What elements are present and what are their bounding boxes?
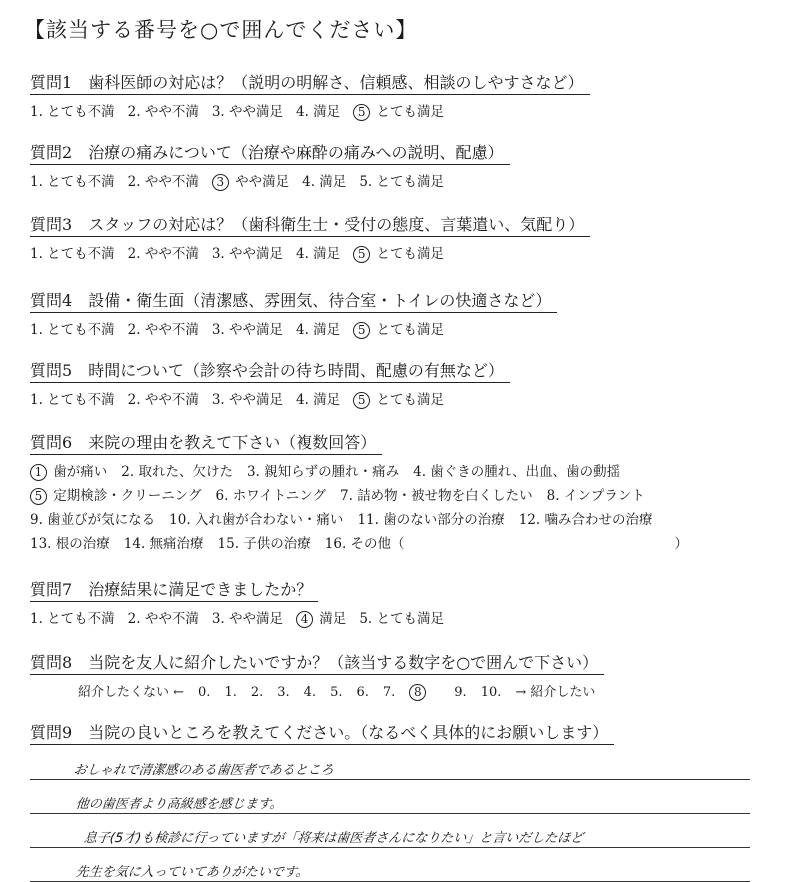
answer-option[interactable]: 1. とても不満 xyxy=(30,611,115,627)
reason-option[interactable]: 4. 歯ぐきの腫れ、出血、歯の動揺 xyxy=(413,464,621,480)
question-7 xyxy=(30,577,780,628)
answer-options xyxy=(30,170,780,191)
answer-option[interactable]: 3. やや満足 xyxy=(211,392,284,408)
answer-option[interactable]: 1. とても不満 xyxy=(30,246,115,262)
answer-option[interactable]: 5 とても満足 xyxy=(353,388,444,409)
circled-mark: 1 xyxy=(30,464,47,481)
question-text: 治療結果に満足できましたか？ xyxy=(88,580,313,599)
question-text: スタッフの対応は？（歯科衛生士・受付の態度、言葉遣い、気配り） xyxy=(88,215,585,234)
answer-option[interactable]: 4. 満足 xyxy=(296,322,341,338)
answer-option[interactable]: 3 やや満足 xyxy=(212,170,289,191)
question-heading xyxy=(30,358,510,383)
answer-option[interactable]: 5 とても満足 xyxy=(353,318,444,339)
question-4 xyxy=(30,288,780,339)
question-text: 時間について（診察や会計の待ち時間、配慮の有無など） xyxy=(88,361,504,380)
scale-value[interactable]: 10. xyxy=(480,685,502,700)
question-number: 質問1 xyxy=(30,73,73,92)
reason-option[interactable]: 6. ホワイトニング xyxy=(215,488,326,504)
answer-option[interactable]: 2. やや不満 xyxy=(127,104,199,120)
question-text: 治療の痛みについて（治療や麻酔の痛みへの説明、配慮） xyxy=(88,143,504,162)
circled-mark: 3 xyxy=(212,174,229,191)
reason-option[interactable]: 1 歯が痛い xyxy=(30,460,107,484)
question-8 xyxy=(30,650,780,701)
question-2 xyxy=(30,140,780,191)
question-text: 来院の理由を教えて下さい（複数回答） xyxy=(88,433,377,452)
question-1 xyxy=(30,70,780,121)
circled-mark: 5 xyxy=(353,392,370,409)
scale-value[interactable]: 9. xyxy=(454,685,467,700)
reason-option[interactable]: 16. その他（ ） xyxy=(324,536,689,552)
answer-option[interactable]: 1. とても不満 xyxy=(30,392,115,408)
reason-option[interactable]: 10. 入れ歯が合わない・痛い xyxy=(169,512,344,528)
question-heading xyxy=(30,430,382,455)
answer-option[interactable]: 1. とても不満 xyxy=(30,174,115,190)
reason-option[interactable]: 3. 親知らずの腫れ・痛み xyxy=(246,464,400,480)
answer-option[interactable]: 3. やや満足 xyxy=(211,104,284,120)
question-text: 歯科医師の対応は？（説明の明解さ、信頼感、相談のしやすさなど） xyxy=(88,73,584,92)
answer-option[interactable]: 5. とても満足 xyxy=(359,174,444,190)
question-heading xyxy=(30,288,557,313)
answer-options xyxy=(30,242,780,263)
answer-options xyxy=(30,100,780,121)
circled-mark: 5 xyxy=(353,104,370,121)
scale-value[interactable]: 6. xyxy=(356,685,369,700)
scale-value[interactable]: 0. xyxy=(198,685,211,700)
question-number: 質問9 xyxy=(30,723,73,742)
question-heading xyxy=(30,577,318,602)
handwritten-answer: 息子(5才)も検診に行っていますが「将来は歯医者さんになりたい」と言いだしたほど xyxy=(83,831,584,846)
reason-option[interactable]: 2. 取れた、欠けた xyxy=(121,464,233,480)
question-heading xyxy=(30,140,510,165)
reason-row xyxy=(30,484,780,508)
answer-option[interactable]: 4 満足 xyxy=(296,607,346,628)
reason-option[interactable]: 9. 歯並びが気になる xyxy=(30,512,156,528)
answer-option[interactable]: 2. やや不満 xyxy=(127,611,199,627)
answer-options xyxy=(30,388,780,409)
circled-mark: 5 xyxy=(30,488,47,505)
answer-option[interactable]: 2. やや不満 xyxy=(127,174,199,190)
question-number: 質問2 xyxy=(30,143,73,162)
reason-option[interactable]: 15. 子供の治療 xyxy=(217,536,311,552)
answer-option[interactable]: 2. やや不満 xyxy=(127,322,199,338)
scale-value[interactable]: 4. xyxy=(303,685,317,700)
scale-value[interactable] xyxy=(409,685,440,700)
question-number: 質問7 xyxy=(30,580,73,599)
question-text: 設備・衛生面（清潔感、雰囲気、待合室・トイレの快適さなど） xyxy=(88,291,552,310)
answer-option[interactable]: 2. やや不満 xyxy=(127,392,199,408)
question-3 xyxy=(30,212,780,263)
reason-option[interactable]: 13. 根の治療 xyxy=(30,536,110,552)
reason-option[interactable]: 7. 詰め物・被せ物を白くしたい xyxy=(340,488,533,504)
answer-option[interactable]: 4. 満足 xyxy=(296,392,341,408)
question-9 xyxy=(30,720,780,745)
scale-value[interactable]: 5. xyxy=(330,685,343,700)
page-title: 【該当する番号を○で囲んでください】 xyxy=(24,18,418,42)
question-number: 質問3 xyxy=(30,215,73,234)
question-number: 質問6 xyxy=(30,433,73,452)
answer-options xyxy=(30,607,780,628)
scale-value[interactable]: 1. xyxy=(224,685,237,700)
reason-option[interactable]: 11. 歯のない部分の治療 xyxy=(357,512,505,528)
scale-right-label: → 紹介したい xyxy=(515,685,596,700)
answer-option[interactable]: 4. 満足 xyxy=(296,104,341,120)
handwritten-answer: おしゃれで清潔感のある歯医者であるところ xyxy=(73,763,335,778)
scale-value[interactable]: 7. xyxy=(382,685,396,700)
answer-option[interactable]: 3. やや満足 xyxy=(211,322,284,338)
question-6 xyxy=(30,430,780,556)
question-5 xyxy=(30,358,780,409)
answer-option[interactable]: 1. とても不満 xyxy=(30,104,115,120)
handwritten-answer: 先生を気に入っていてありがたいです。 xyxy=(75,865,310,880)
answer-option[interactable]: 4. 満足 xyxy=(302,174,347,190)
question-number: 質問5 xyxy=(30,361,73,380)
scale-value[interactable]: 3. xyxy=(277,685,290,700)
answer-option[interactable]: 5 とても満足 xyxy=(353,100,444,121)
answer-options xyxy=(30,318,780,339)
reason-option[interactable]: 8. インプラント xyxy=(546,488,645,504)
answer-line xyxy=(30,847,750,848)
reason-row xyxy=(30,460,780,484)
circled-mark: 8 xyxy=(409,684,426,701)
answer-line xyxy=(30,779,750,780)
reason-row xyxy=(30,508,780,532)
recommend-scale xyxy=(78,681,780,701)
reason-options xyxy=(30,460,780,556)
scale-left-label: 紹介したくない ← xyxy=(78,685,185,700)
scale-value[interactable]: 2. xyxy=(250,685,264,700)
reason-option[interactable]: 12. 噛み合わせの治療 xyxy=(518,512,653,528)
circled-mark: 5 xyxy=(353,322,370,339)
answer-option[interactable]: 5. とても満足 xyxy=(359,611,444,627)
question-text: 当院を友人に紹介したいですか？（該当する数字を○で囲んで下さい） xyxy=(88,653,599,672)
circled-mark: 4 xyxy=(296,611,313,628)
question-text: 当院の良いところを教えてください。（なるべく具体的にお願いします） xyxy=(88,723,609,742)
question-number: 質問4 xyxy=(30,291,73,310)
answer-option[interactable]: 3. やや満足 xyxy=(211,246,284,262)
handwritten-answer: 他の歯医者より高級感を感じます。 xyxy=(75,797,284,812)
question-heading xyxy=(30,650,604,675)
answer-option[interactable]: 4. 満足 xyxy=(296,246,341,262)
circled-mark: 5 xyxy=(353,246,370,263)
answer-option[interactable]: 5 とても満足 xyxy=(353,242,444,263)
question-heading xyxy=(30,212,590,237)
question-heading xyxy=(30,70,590,95)
reason-option[interactable]: 5 定期検診・クリーニング xyxy=(30,484,202,508)
question-heading xyxy=(30,720,614,745)
answer-option[interactable]: 3. やや満足 xyxy=(211,611,284,627)
reason-row xyxy=(30,532,780,556)
answer-option[interactable]: 2. やや不満 xyxy=(127,246,199,262)
question-number: 質問8 xyxy=(30,653,73,672)
answer-line xyxy=(30,813,750,814)
reason-option[interactable]: 14. 無痛治療 xyxy=(123,536,204,552)
answer-option[interactable]: 1. とても不満 xyxy=(30,322,115,338)
